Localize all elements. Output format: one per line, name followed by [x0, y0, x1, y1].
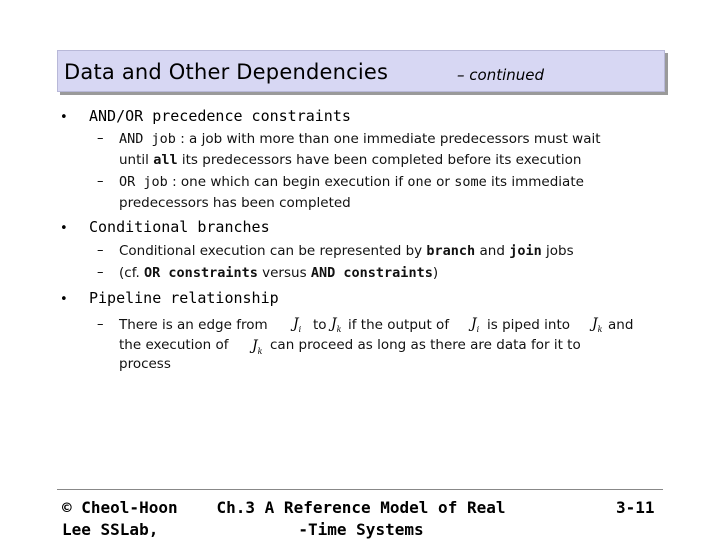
cond-join: join: [509, 243, 542, 259]
cf-or-constraints: OR constraints: [144, 265, 258, 281]
cond-branch: branch: [426, 243, 476, 259]
and-job-text-2b: its predecessors have been completed before its execution: [177, 152, 582, 168]
slide-subtitle: – continued: [457, 66, 545, 84]
slide-title: Data and Other Dependencies: [64, 60, 389, 84]
pipe-text-e: and: [608, 317, 634, 333]
footer-chapter: [216, 497, 506, 541]
bullet-pipeline: Pipeline relationship: [89, 289, 279, 307]
footer-author: [62, 497, 178, 541]
or-job-text-1b: or: [431, 174, 455, 190]
footer-author-line2: Lee SSLab,: [62, 520, 159, 539]
cond-text-b: and: [475, 243, 510, 259]
pipe-text-d: is piped into: [487, 317, 570, 333]
cf-and-constraints: AND constraints: [310, 265, 433, 281]
dash-marker: –: [97, 317, 104, 332]
title-banner: [57, 50, 665, 92]
page-number: 3-11: [616, 498, 655, 517]
cf-text-b: versus: [257, 265, 311, 281]
math-j-k: $J_k$: [331, 316, 342, 334]
bullet-conditional: Conditional branches: [89, 218, 270, 236]
cond-text-c: jobs: [541, 243, 574, 259]
bullet-dot: •: [60, 292, 68, 307]
pipe-text-a: There is an edge from: [119, 317, 268, 333]
and-job-text-2a: until: [119, 152, 154, 168]
pipe-text-f: the execution of: [119, 337, 229, 353]
or-job-term: OR job: [119, 174, 168, 190]
cond-text-a: Conditional execution can be represented by: [119, 243, 427, 259]
and-job-text-1: : a job with more than one immediate predecessors must wait: [180, 131, 601, 147]
dash-marker: –: [97, 174, 104, 189]
footer-chapter-line1: Ch.3 A Reference Model of Real: [216, 498, 506, 517]
or-job-text-1a: : one which can begin execution if: [172, 174, 408, 190]
cf-text-a: (cf.: [119, 265, 145, 281]
dash-marker: –: [97, 131, 104, 146]
dash-marker: –: [97, 243, 104, 258]
and-job-item: [119, 129, 659, 171]
bullet-dot: •: [60, 110, 68, 125]
dash-marker: –: [97, 265, 104, 280]
bullet-dot: •: [60, 221, 68, 236]
pipe-text-b: to: [313, 317, 327, 333]
and-job-all: all: [153, 152, 178, 168]
math-j-i: $J_i$: [471, 316, 480, 334]
pipe-text-g: can proceed as long as there are data for it to: [270, 337, 581, 353]
footer-divider: [57, 489, 663, 490]
pipe-text-h: process: [119, 356, 171, 372]
conditional-item-2: [119, 263, 659, 284]
or-job-one: one: [407, 174, 432, 190]
bullet-and-or: AND/OR precedence constraints: [89, 107, 351, 125]
and-job-term: AND job: [119, 131, 176, 147]
or-job-some: some: [454, 174, 487, 190]
pipe-text-c: if the output of: [348, 317, 450, 333]
math-j-i: $J_i$: [293, 316, 302, 334]
footer-chapter-line2: -Time Systems: [298, 520, 424, 539]
or-job-text-1c: its immediate: [486, 174, 584, 190]
cf-text-c: ): [432, 265, 439, 281]
math-j-k: $J_k$: [592, 316, 603, 334]
conditional-item-1: [119, 241, 659, 262]
footer-author-line1: © Cheol-Hoon: [62, 498, 178, 517]
or-job-text-2: predecessors has been completed: [119, 195, 351, 211]
math-j-k: $J_k$: [252, 338, 263, 356]
or-job-item: [119, 172, 659, 214]
